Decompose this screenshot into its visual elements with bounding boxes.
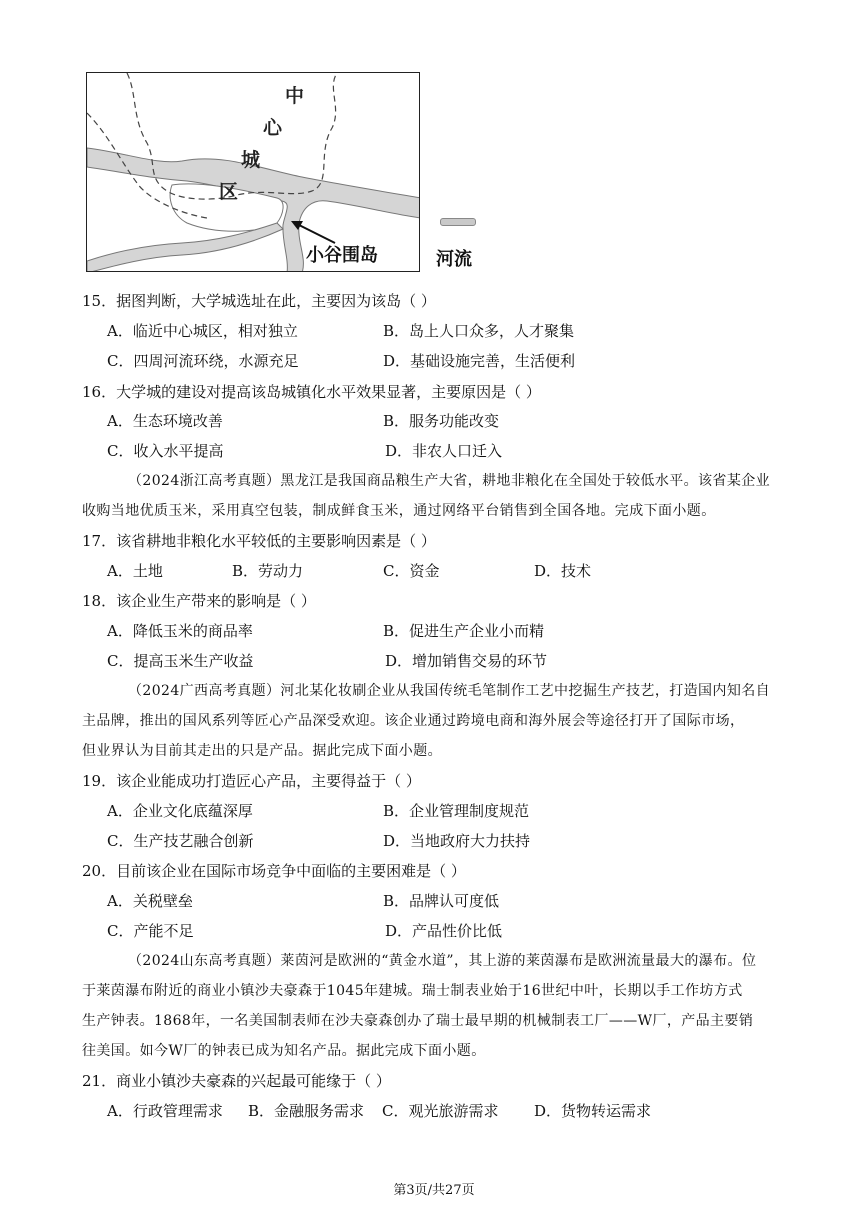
question-15-option-c: C．四周河流环绕，水源充足 (107, 352, 299, 370)
passage-3-line-4: 往美国。如今W厂的钟表已成为知名产品。据此完成下面小题。 (82, 1043, 486, 1059)
question-18-stem: 18．该企业生产带来的影响是（ ） (82, 592, 316, 610)
question-15-option-d: D．基础设施完善，生活便利 (383, 352, 576, 370)
question-17-option-a: A．土地 (107, 562, 163, 580)
question-20-option-b: B．品牌认可度低 (383, 892, 500, 910)
river-label: 河流 (436, 249, 472, 270)
question-17-option-d: D．技术 (534, 562, 592, 580)
river-south (87, 223, 283, 272)
question-19-stem: 19．该企业能成功打造匠心产品，主要得益于（ ） (82, 772, 421, 790)
question-16-option-c: C．收入水平提高 (107, 442, 224, 460)
question-20-option-c: C．产能不足 (107, 922, 194, 940)
island-label: 小谷围岛 (306, 245, 378, 266)
question-18-option-b: B．促进生产企业小而精 (383, 622, 545, 640)
question-17-stem: 17．该省耕地非粮化水平较低的主要影响因素是（ ） (82, 532, 436, 550)
question-15-stem: 15．据图判断，大学城选址在此，主要因为该岛（ ） (82, 292, 436, 310)
question-16-stem: 16．大学城的建设对提高该岛城镇化水平效果显著，主要原因是（ ） (82, 383, 541, 401)
question-17-option-c: C．资金 (383, 562, 440, 580)
question-21-option-b: B．金融服务需求 (248, 1102, 365, 1120)
question-20-option-a: A．关税壁垒 (107, 892, 193, 910)
question-16-option-b: B．服务功能改变 (383, 412, 500, 430)
passage-3-line-3: 生产钟表。1868年，一名美国制表师在沙夫豪森创办了瑞士最早期的机械制表工厂——W厂，产品主要销 (82, 1013, 754, 1029)
passage-2-line-3: 但业界认为目前其走出的只是产品。据此完成下面小题。 (82, 743, 442, 759)
question-19-option-b: B．企业管理制度规范 (383, 802, 530, 820)
question-21-option-c: C．观光旅游需求 (382, 1102, 499, 1120)
question-21-option-d: D．货物转运需求 (534, 1102, 652, 1120)
question-16-option-a: A．生态环境改善 (107, 412, 223, 430)
passage-2-line-2: 主品牌，推出的国风系列等匠心产品深受欢迎。该企业通过跨境电商和海外展会等途径打开了国际市场， (82, 713, 745, 729)
passage-3-line-1: （2024山东高考真题）莱茵河是欧洲的“黄金水道”，其上游的莱茵瀑布是欧洲流量最大的瀑布。位 (128, 953, 757, 969)
question-19-option-a: A．企业文化底蕴深厚 (107, 802, 253, 820)
page-number: 第3页/共27页 (393, 1183, 475, 1198)
map-label-char-1: 中 (285, 85, 305, 107)
map-label-char-4: 区 (219, 181, 239, 203)
map-label-char-2: 心 (263, 117, 283, 139)
question-20-stem: 20．目前该企业在国际市场竞争中面临的主要困难是（ ） (82, 862, 466, 880)
question-20-option-d: D．产品性价比低 (385, 922, 503, 940)
question-17-option-b: B．劳动力 (232, 562, 304, 580)
question-18-option-c: C．提高玉米生产收益 (107, 652, 254, 670)
question-15-option-a: A．临近中心城区，相对独立 (107, 322, 298, 340)
question-16-option-d: D．非农人口迁入 (385, 442, 503, 460)
map-label-char-3: 城 (241, 149, 261, 171)
passage-1-line-1: （2024浙江高考真题）黑龙江是我国商品粮生产大省，耕地非粮化在全国处于较低水平。该省某企业 (128, 473, 771, 489)
passage-3-line-2: 于莱茵瀑布附近的商业小镇沙夫豪森于1045年建城。瑞士制表业始于16世纪中叶，长期以手工作坊方式 (82, 983, 743, 999)
passage-2-line-1: （2024广西高考真题）河北某化妆刷企业从我国传统毛笔制作工艺中挖掘生产技艺，打造国内知名自 (128, 683, 771, 699)
question-21-stem: 21．商业小镇沙夫豪森的兴起最可能缘于（ ） (82, 1072, 391, 1090)
question-19-option-c: C．生产技艺融合创新 (107, 832, 254, 850)
question-19-option-d: D．当地政府大力扶持 (383, 832, 531, 850)
question-18-option-d: D．增加销售交易的环节 (385, 652, 548, 670)
question-21-option-a: A．行政管理需求 (107, 1102, 223, 1120)
river-legend-swatch (440, 218, 476, 226)
question-18-option-a: A．降低玉米的商品率 (107, 622, 253, 640)
passage-1-line-2: 收购当地优质玉米，采用真空包装，制成鲜食玉米，通过网络平台销售到全国各地。完成下面小题。 (82, 503, 716, 519)
arrow-line (295, 223, 335, 243)
question-15-option-b: B．岛上人口众多，人才聚集 (383, 322, 575, 340)
